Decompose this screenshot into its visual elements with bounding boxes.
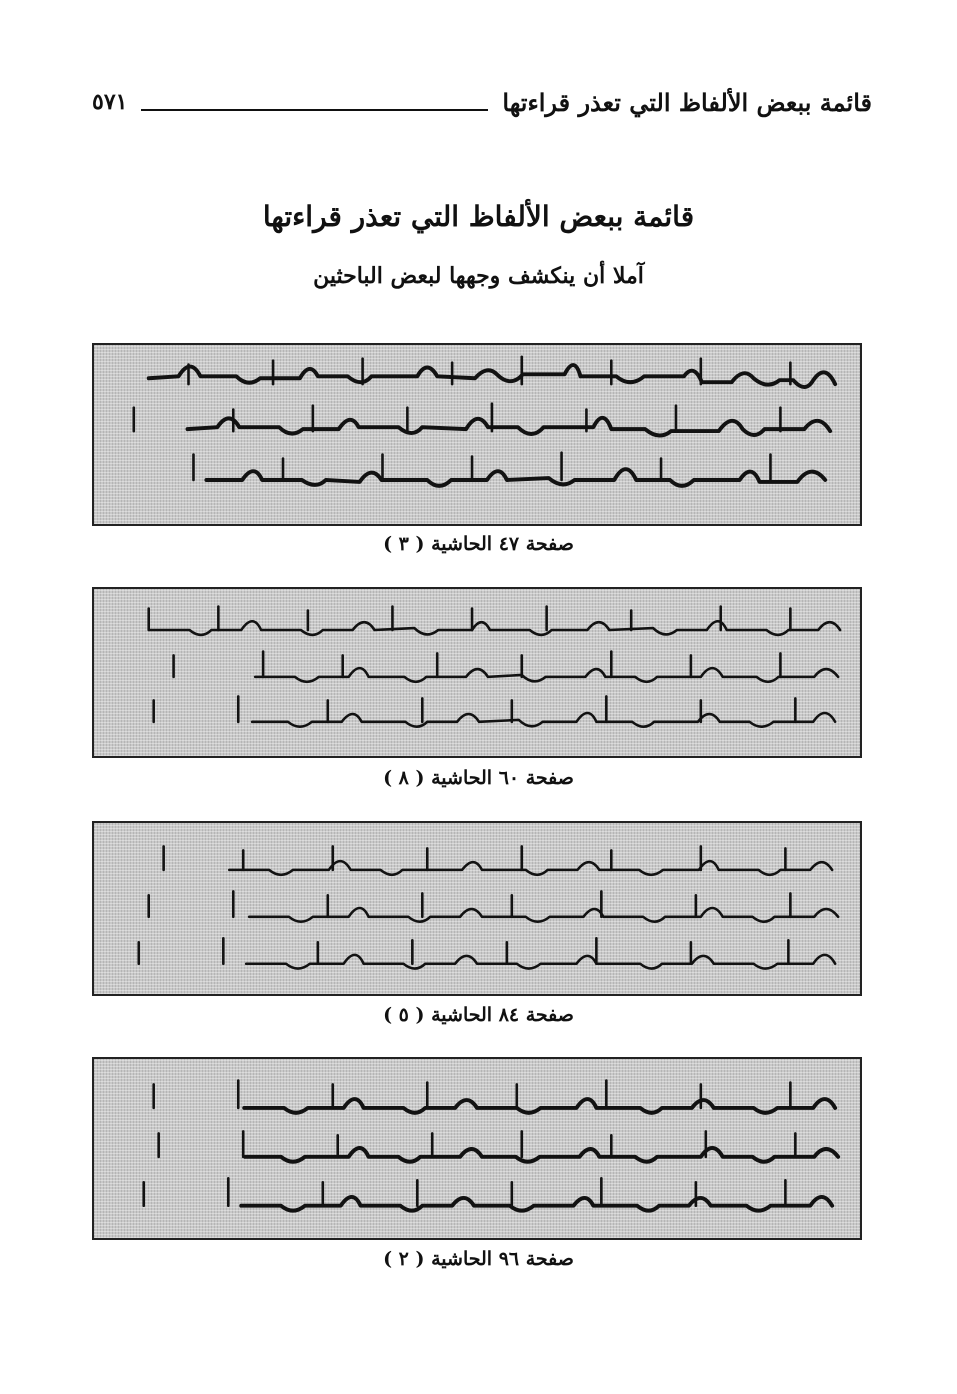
page-number: ٥٧١ — [92, 89, 128, 115]
manuscript-excerpt-4 — [92, 1057, 862, 1240]
excerpt-caption-1: صفحة ٤٧ الحاشية ( ٣ ) — [383, 533, 574, 555]
manuscript-excerpt-3 — [92, 821, 862, 996]
running-head-rule — [141, 109, 488, 111]
excerpt-caption-3: صفحة ٨٤ الحاشية ( ٥ ) — [383, 1004, 574, 1026]
running-head — [92, 84, 872, 120]
manuscript-handwriting-2 — [94, 589, 860, 756]
manuscript-excerpt-1 — [92, 343, 862, 526]
manuscript-handwriting-1 — [94, 345, 860, 524]
manuscript-handwriting-3 — [94, 823, 860, 994]
excerpt-caption-2: صفحة ٦٠ الحاشية ( ٨ ) — [383, 767, 574, 789]
manuscript-excerpt-2 — [92, 587, 862, 758]
running-head-title: قائمة ببعض الألفاظ التي تعذر قراءتها — [502, 87, 872, 117]
page-title: قائمة ببعض الألفاظ التي تعذر قراءتها — [262, 200, 695, 233]
manuscript-handwriting-4 — [94, 1059, 860, 1238]
page-subtitle: آملا أن ينكشف وجهها لبعض الباحثين — [313, 263, 644, 289]
excerpt-caption-4: صفحة ٩٦ الحاشية ( ٢ ) — [383, 1248, 574, 1270]
